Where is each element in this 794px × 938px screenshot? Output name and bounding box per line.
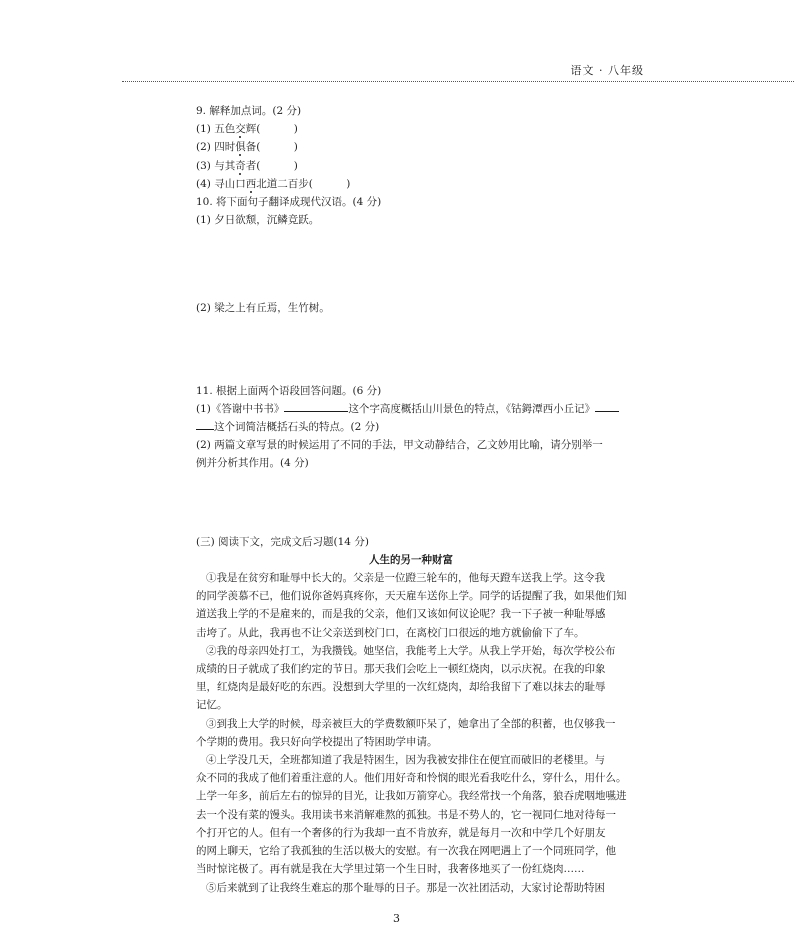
question-9-item [196, 138, 626, 156]
passage-line: 记忆。 [196, 699, 228, 712]
question-9-stem: 9. 解释加点词。(2 分) [196, 105, 302, 117]
question-9-items [196, 120, 626, 193]
passage-line: 的网上聊天，它给了我孤独的生活以极大的安慰。有一次我在网吧遇上了一个同班同学，他 [196, 845, 616, 858]
passage-title: 人生的另一种财富 [369, 553, 453, 566]
running-header: 语文 · 八年级 [570, 64, 644, 77]
page-number: 3 [393, 912, 400, 925]
item-text: ) [260, 141, 298, 154]
passage-line: 的同学羡慕不已，他们说你爸妈真疼你，天天雇车送你上学。同学的话提醒了我，如果他们知 [196, 590, 627, 603]
passage-line: ①我是在贫穷和耻辱中长大的。父亲是一位蹬三轮车的，他每天蹬车送我上学。这令我 [206, 572, 605, 585]
passage-line: ③到我上大学的时候，母亲被巨大的学费数额吓呆了，她拿出了全部的积蓄，也仅够我一 [206, 717, 616, 730]
fill-blank [284, 411, 348, 412]
question-11-part-2-line-2: 例并分析其作用。(4 分) [196, 457, 309, 470]
passage-paragraph [196, 569, 626, 642]
passage-line: 众不同的我成了他们着重注意的人。他们用好奇和怜悯的眼光看我吃什么，穿什么，用什么。 [196, 772, 627, 785]
passage-line: 道送我上学的不是雇来的，而是我的父亲，他们又该如何议论呢？我一下子被一种耻辱感 [196, 608, 606, 621]
question-11-stem: 11. 根据上面两个语段回答问题。(6 分) [196, 384, 382, 397]
emphasized-character: 西 [245, 177, 257, 190]
section-3-intro: (三) 阅读下文，完成文后习题(14 分) [196, 535, 369, 548]
passage-body [196, 569, 626, 897]
item-text: (2) 四时 [196, 141, 236, 154]
passage-line: 个打开它的人。但有一个奢侈的行为我却一直不肯放弃，就是每月一次和中学几个好朋友 [196, 826, 606, 839]
passage-line: 上学一年多，前后左右的惊异的目光，让我如万箭穿心。我经常找一个角落，狼吞虎咽地嚥进 [196, 790, 627, 803]
question-11-part-1-line-2 [196, 418, 626, 436]
question-11-part-1-c: 这个词简洁概括石头的特点。(2 分) [214, 421, 380, 434]
passage-line: 里，红烧肉是最好吃的东西。没想到大学里的一次红烧肉，却给我留下了难以抹去的耻辱 [196, 681, 606, 694]
item-text: 辉( [245, 123, 261, 136]
passage-paragraph [196, 715, 626, 751]
item-text: (1) 五色 [196, 123, 236, 136]
item-text: ) [260, 123, 298, 136]
question-11-part-1-line-1 [196, 400, 626, 418]
answer-space [196, 318, 626, 382]
fill-blank [595, 411, 619, 412]
answer-space [196, 229, 626, 299]
passage-paragraph [196, 642, 626, 715]
passage-line: 成绩的日子就成了我们约定的节日。那天我们会吃上一顿红烧肉，以示庆祝。在我的印象 [196, 663, 606, 676]
item-text: (3) 与其 [196, 159, 236, 172]
answer-space [196, 473, 626, 533]
question-10-sentence-2: (2) 梁之上有丘焉，生竹树。 [196, 302, 330, 315]
item-text: 备( [245, 141, 261, 154]
passage-line: ⑤后来就到了让我终生难忘的那个耻辱的日子。那是一次社团活动，大家讨论帮助特困 [206, 881, 605, 894]
passage-line: ④上学没几天，全班都知道了我是特困生，因为我被安排住在便宜而破旧的老楼里。与 [206, 754, 605, 767]
passage-paragraph [196, 879, 626, 897]
passage-line: 去一个没有菜的馒头。我用读书来消解难熬的孤独。书是不势人的，它一视同仁地对待每一 [196, 808, 616, 821]
fill-blank [196, 429, 214, 430]
page-content [196, 102, 626, 897]
item-text: (4) 寻山口 [196, 177, 246, 190]
emphasized-character: 奇 [235, 159, 246, 172]
question-9-item [196, 120, 626, 138]
question-11-part-1-b: 这个字高度概括山川景色的特点，《钴鉧潭西小丘记》 [348, 402, 596, 415]
passage-paragraph [196, 751, 626, 878]
question-10-sentence-1: (1) 夕日欲颓，沉鳞竞跃。 [196, 214, 320, 227]
question-9-item [196, 157, 626, 175]
item-text: ) [260, 159, 298, 172]
question-11-part-1-a: (1)《答谢中书书》 [196, 402, 285, 415]
passage-line: 击垮了。从此，我再也不让父亲送到校门口，在离校门口很远的地方就偷偷下了车。 [196, 626, 585, 639]
question-11-part-2-line-1: (2) 两篇文章写景的时候运用了不同的手法，甲文动静结合，乙文妙用比喻，请分别举一 [196, 439, 603, 452]
question-10-stem: 10. 将下面句子翻译成现代汉语。(4 分) [196, 196, 382, 209]
passage-line: ②我的母亲四处打工，为我攒钱。她坚信，我能考上大学。从我上学开始，每次学校公布 [206, 644, 616, 657]
emphasized-character: 俱 [235, 141, 246, 154]
question-9-item [196, 175, 626, 193]
passage-line: 当时惊诧极了。再有就是我在大学里过第一个生日时，我奢侈地买了一份红烧肉…… [196, 863, 585, 876]
item-text: ) [312, 177, 351, 190]
passage-line: 个学期的费用。我只好向学校提出了特困助学申请。 [196, 735, 438, 748]
item-text: 者( [245, 159, 261, 172]
emphasized-character: 交 [235, 123, 246, 136]
header-divider [122, 81, 794, 82]
item-text: 北道二百步( [256, 177, 313, 190]
